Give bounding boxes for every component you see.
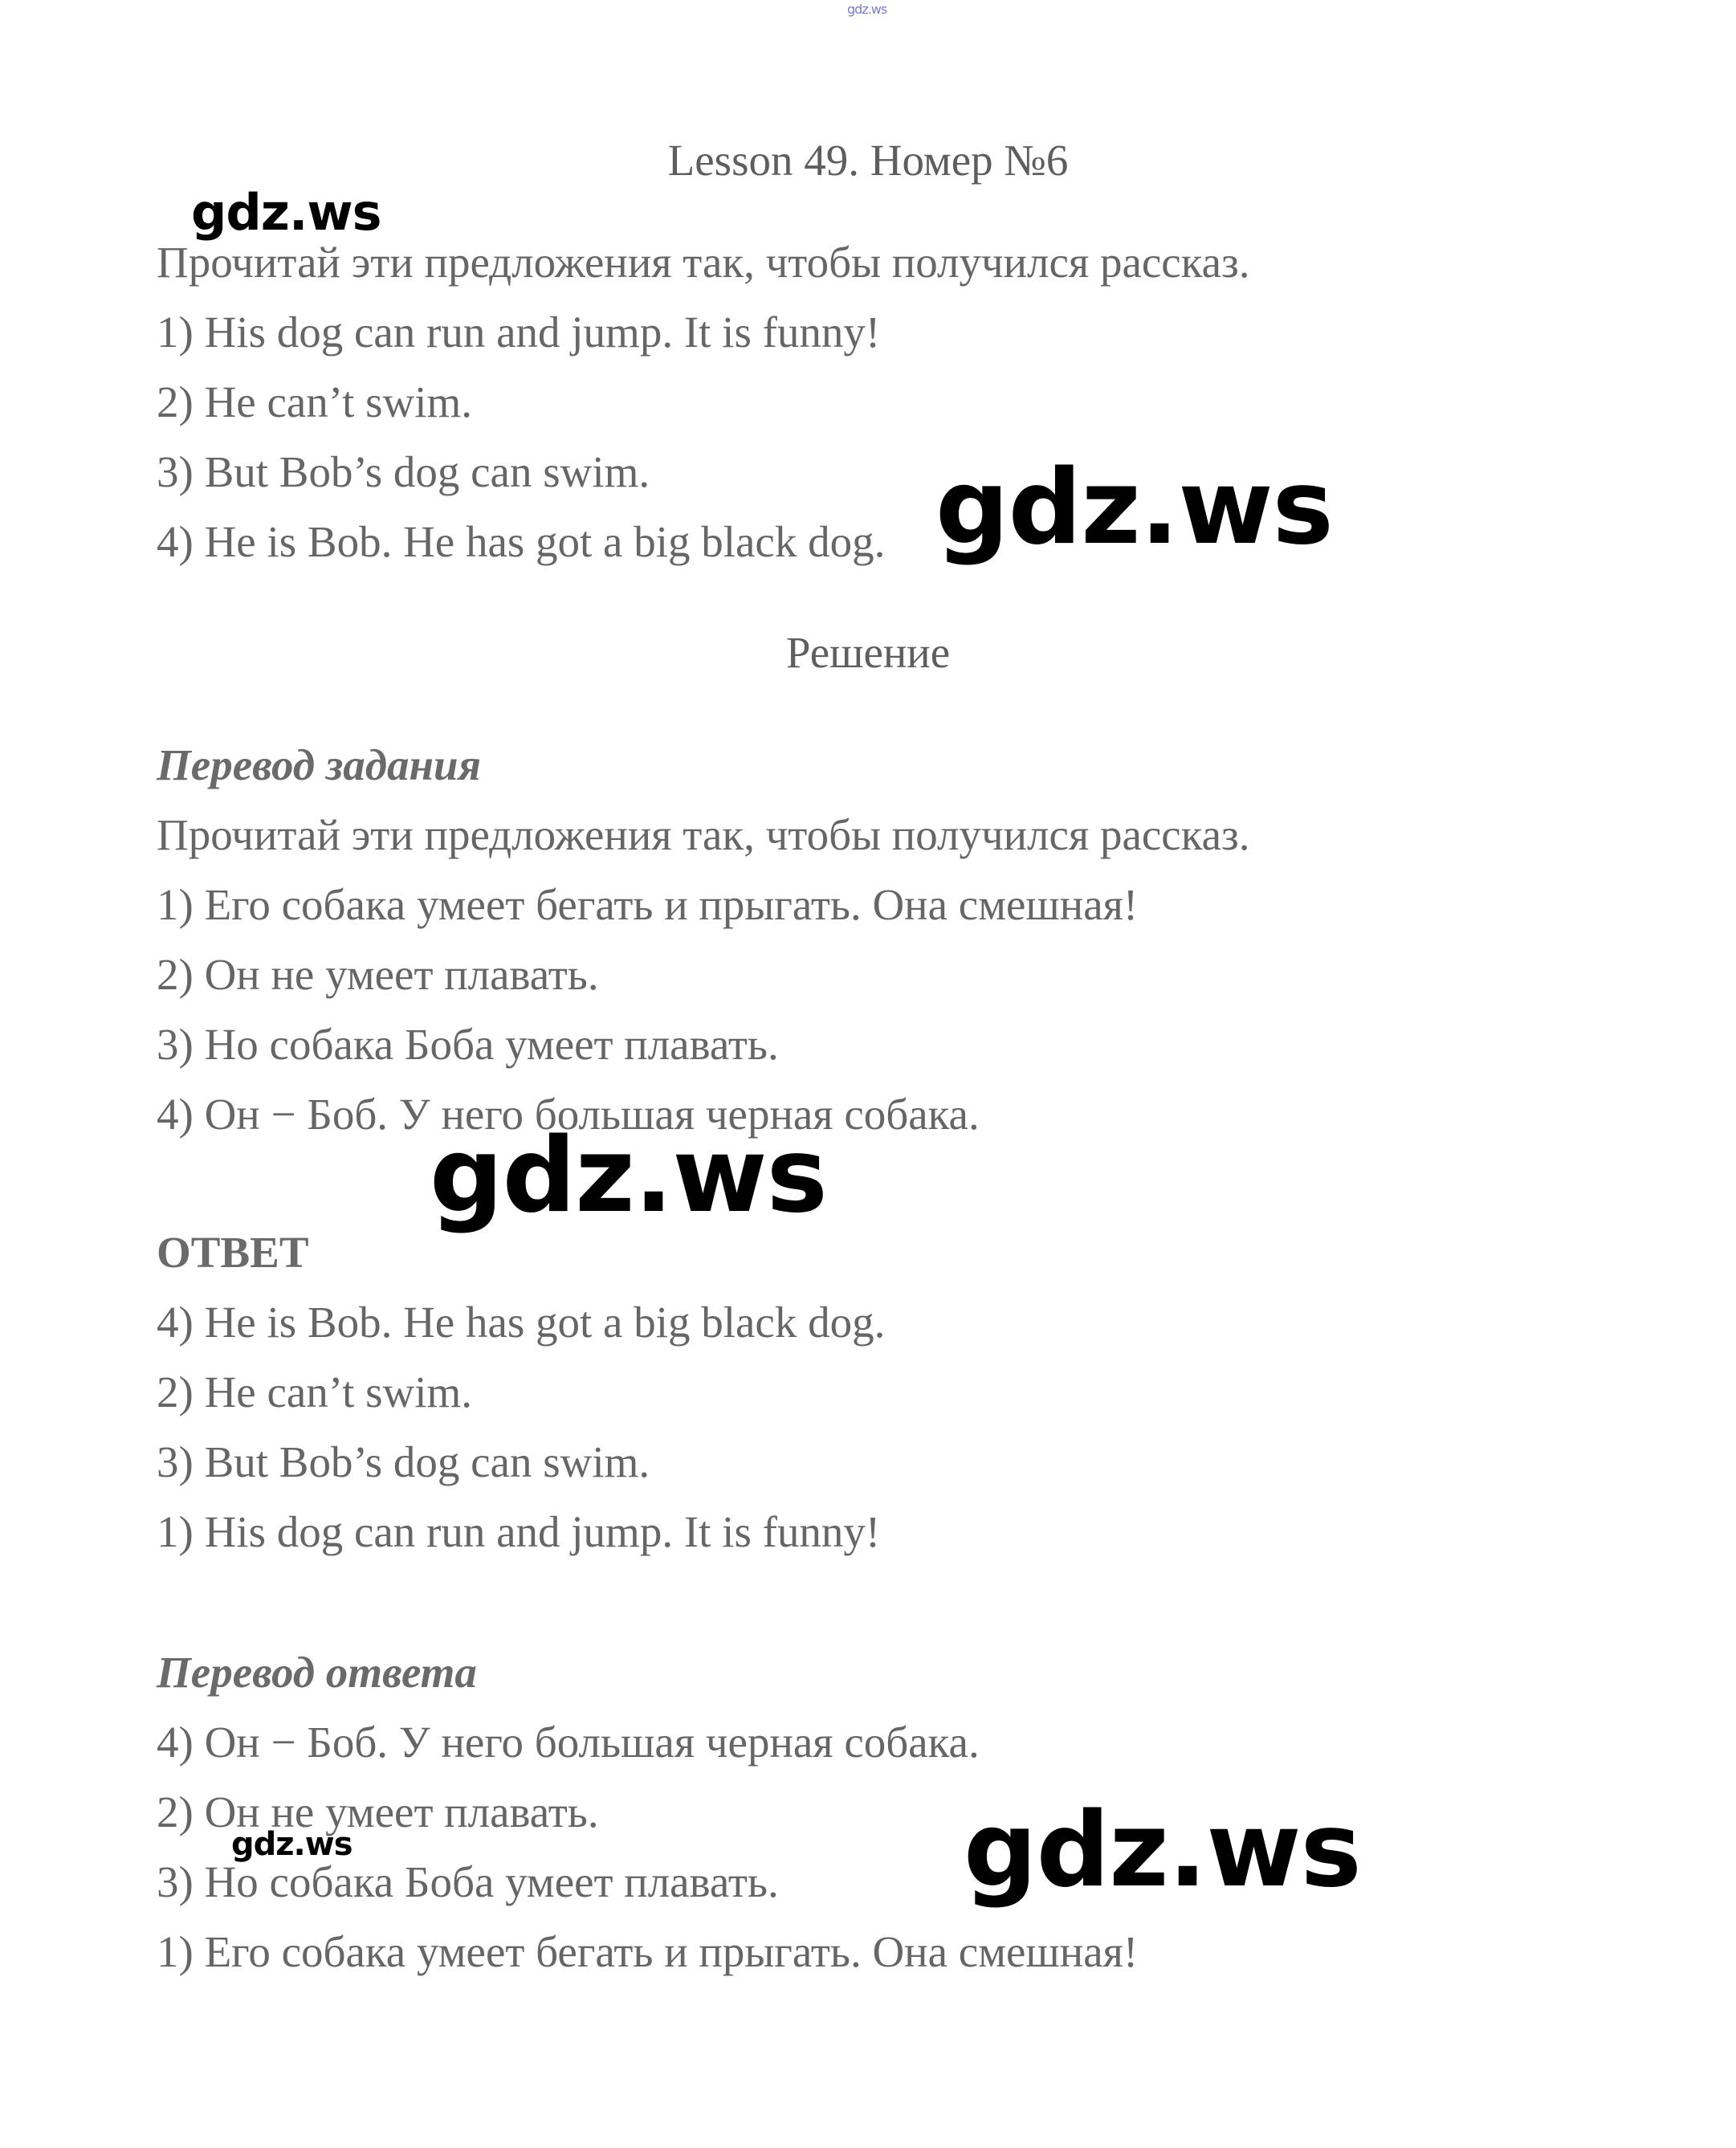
task-line-1: 1) His dog can run and jump. It is funny! — [157, 308, 881, 357]
answer-line-1: 4) He is Bob. He has got a big black dog. — [157, 1298, 886, 1347]
task-line-4: 4) He is Bob. He has got a big black dog. — [157, 517, 886, 566]
answer-line-3: 3) But Bob’s dog can swim. — [157, 1437, 650, 1486]
translation-task-instruction: Прочитай эти предложения так, чтобы получился рассказ. — [157, 810, 1250, 859]
task-line-3: 3) But Bob’s dog can swim. — [157, 447, 650, 496]
task-instruction: Прочитай эти предложения так, чтобы получился рассказ. — [157, 238, 1250, 287]
watermark: gdz.ws — [935, 448, 1333, 568]
translation-answer-line-1: 4) Он − Боб. У него большая черная собака. — [157, 1718, 980, 1767]
translation-task-line-4: 4) Он − Боб. У него большая черная собака. — [157, 1090, 980, 1139]
page-title: Lesson 49. Номер №6 — [667, 136, 1069, 185]
translation-answer-line-4: 1) Его собака умеет бегать и прыгать. Она смешная! — [157, 1927, 1139, 1976]
translation-task-line-3: 3) Но собака Боба умеет плавать. — [157, 1020, 779, 1069]
translation-answer-heading: Перевод ответа — [157, 1648, 477, 1697]
watermark: gdz.ws — [964, 1791, 1361, 1910]
translation-answer-line-3: 3) Но собака Боба умеет плавать. — [157, 1857, 779, 1906]
watermark: gdz.ws — [191, 183, 381, 242]
watermark: gdz.ws — [231, 1826, 352, 1863]
task-line-2: 2) He can’t swim. — [157, 377, 473, 426]
translation-task-line-2: 2) Он не умеет плавать. — [157, 950, 599, 999]
watermark: gdz.ws — [430, 1116, 827, 1236]
translation-task-line-1: 1) Его собака умеет бегать и прыгать. Она смешная! — [157, 880, 1139, 929]
answer-line-2: 2) He can’t swim. — [157, 1367, 473, 1416]
solution-label: Решение — [785, 628, 951, 677]
answer-line-4: 1) His dog can run and jump. It is funny! — [157, 1507, 881, 1556]
translation-task-heading: Перевод задания — [157, 740, 481, 789]
header-watermark: gdz.ws — [847, 2, 887, 17]
translation-answer-line-2: 2) Он не умеет плавать. — [157, 1787, 599, 1836]
answer-heading: ОТВЕТ — [157, 1228, 309, 1277]
